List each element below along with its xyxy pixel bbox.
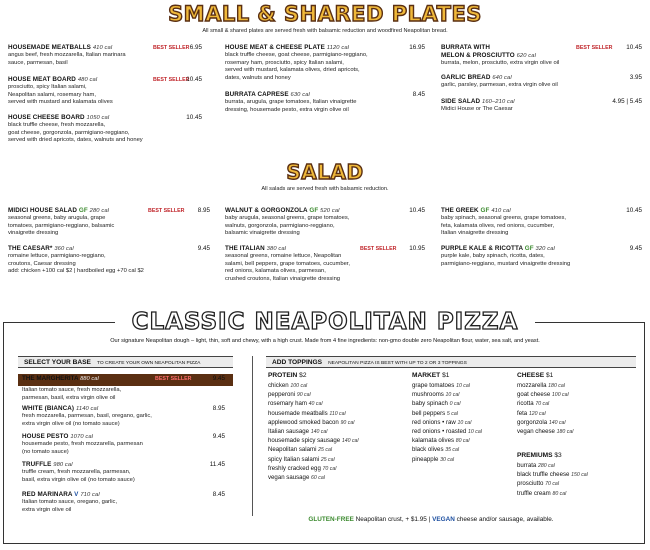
topping-calories: 100 cal bbox=[551, 392, 569, 399]
topping-item[interactable] bbox=[517, 410, 546, 418]
item-description: Italian tomato sauce, oregano, garlic, bbox=[22, 499, 118, 506]
topping-name: rosemary ham bbox=[268, 400, 307, 408]
topping-item[interactable] bbox=[268, 400, 323, 408]
item-name: HOUSEMADE MEATBALLS bbox=[8, 44, 91, 51]
item-name: GARLIC BREAD bbox=[441, 74, 491, 81]
topping-item[interactable] bbox=[517, 471, 588, 479]
item-calories: 360 cal bbox=[54, 246, 74, 252]
item-description: purple kale, baby spinach, ricotta, dates, bbox=[441, 253, 545, 260]
add-toppings-header bbox=[266, 356, 636, 368]
topping-item[interactable] bbox=[517, 462, 555, 470]
item-description: basil, extra virgin olive oil (no tomato sauce) bbox=[22, 476, 135, 483]
item-calories: 640 cal bbox=[492, 75, 512, 81]
topping-calories: 5 cal bbox=[446, 410, 458, 417]
protein-group-title bbox=[268, 372, 307, 380]
topping-name: kalamata olives bbox=[412, 437, 454, 445]
topping-calories: 40 cal bbox=[308, 401, 323, 408]
topping-calories: 70 cal bbox=[545, 481, 559, 488]
item-price: 16.95 bbox=[409, 44, 425, 51]
item-price: 10.45 bbox=[626, 44, 642, 51]
topping-calories: 30 cal bbox=[440, 456, 454, 463]
item-price: 9.45 bbox=[212, 433, 225, 440]
item-description: parmigiano-reggiano, mustard vinaigrette dressing bbox=[441, 260, 571, 267]
item-description: Italian tomato sauce, fresh mozzarella, bbox=[22, 387, 122, 393]
item-price: 10.45 bbox=[186, 76, 202, 83]
salad-title: SALAD bbox=[286, 160, 364, 184]
topping-name: applewood smoked bacon bbox=[268, 418, 339, 426]
gluten-free-tag: GF bbox=[480, 207, 490, 214]
topping-calories: 180 cal bbox=[548, 383, 565, 389]
item-name-line2: MELON & PROSCIUTTO bbox=[441, 52, 515, 60]
topping-name: bell peppers bbox=[412, 409, 446, 417]
item-description: baby arugula, seasonal greens, grape tomatoes, bbox=[225, 215, 350, 222]
item-name: THE MARGHERITA bbox=[22, 375, 79, 382]
item-price: 6.95 bbox=[189, 44, 202, 51]
topping-item[interactable] bbox=[412, 437, 470, 445]
best-seller-badge: BEST SELLER bbox=[360, 246, 397, 252]
topping-name: Neapolitan salami bbox=[268, 446, 317, 454]
topping-item[interactable] bbox=[268, 428, 327, 436]
topping-name: chicken bbox=[268, 382, 289, 389]
topping-name: red onions • raw bbox=[412, 418, 456, 426]
item-description: baby spinach, seasonal greens, grape tomatoes, bbox=[441, 215, 567, 222]
topping-item[interactable] bbox=[412, 391, 459, 399]
cheese-title: CHEESE bbox=[517, 372, 545, 379]
topping-calories: 140 cal bbox=[341, 438, 359, 445]
item-calories: 1050 cal bbox=[86, 115, 110, 121]
market-title: MARKET bbox=[412, 372, 441, 379]
topping-item[interactable] bbox=[268, 410, 346, 418]
item-description: dates, walnuts and honey bbox=[225, 74, 291, 81]
topping-item[interactable] bbox=[517, 391, 569, 399]
topping-item[interactable] bbox=[268, 419, 354, 427]
item-name: HOUSE MEAT BOARD bbox=[8, 76, 76, 83]
topping-calories: 70 cal bbox=[322, 465, 337, 472]
gluten-free-tag: GF bbox=[309, 207, 319, 214]
topping-calories: 110 cal bbox=[329, 410, 346, 417]
topping-calories: 140 cal bbox=[310, 429, 328, 435]
item-price: 8.45 bbox=[412, 91, 425, 98]
topping-name: freshly cracked egg bbox=[268, 464, 321, 472]
vegan-label: VEGAN bbox=[432, 516, 455, 523]
item-description: Neapolitan salami, rosemary ham, bbox=[8, 91, 96, 98]
item-description: rosemary ham, prosciutto, spicy Italian salami, bbox=[225, 59, 344, 66]
topping-item[interactable] bbox=[268, 382, 307, 390]
pizza-divider bbox=[252, 356, 253, 516]
topping-calories: 100 cal bbox=[290, 383, 308, 389]
item-description: feta, kalamata olives, red onions, cucumber, bbox=[441, 222, 555, 229]
item-calories: 410 cal bbox=[491, 208, 511, 214]
select-base-label: SELECT YOUR BASE bbox=[24, 359, 91, 366]
premiums-group-title bbox=[517, 452, 562, 460]
topping-calories: 150 cal bbox=[571, 472, 588, 479]
item-description: add: chicken +100 cal $2 | hardboiled egg +70 cal $2 bbox=[8, 268, 144, 275]
item-name: BURRATA WITH bbox=[441, 44, 490, 51]
topping-calories: 10 cal bbox=[445, 392, 460, 399]
market-group-title bbox=[412, 372, 449, 380]
item-calories: 880 cal bbox=[80, 376, 99, 382]
topping-name: spicy Italian salami bbox=[268, 455, 320, 463]
item-price: 8.45 bbox=[212, 491, 225, 498]
topping-name: goat cheese bbox=[517, 391, 551, 399]
select-base-note: TO CREATE YOUR OWN NEAPOLITAN PIZZA bbox=[96, 361, 201, 366]
item-description: croutons, Caesar dressing bbox=[8, 260, 76, 267]
topping-name: ricotta bbox=[517, 400, 534, 408]
topping-item[interactable] bbox=[517, 419, 566, 427]
topping-name: Italian sausage bbox=[268, 428, 309, 435]
item-price: 11.45 bbox=[209, 461, 225, 468]
item-description: extra virgin olive oil bbox=[22, 506, 72, 513]
item-calories: 410 cal bbox=[92, 45, 113, 51]
item-name: THE CAESAR* bbox=[8, 245, 53, 252]
topping-calories: 140 cal bbox=[548, 419, 566, 426]
topping-name: black olives bbox=[412, 446, 444, 454]
item-description: served with mustard and kalamata olives bbox=[8, 99, 113, 106]
cheese-group-title bbox=[517, 372, 553, 380]
select-base-header bbox=[18, 356, 233, 368]
topping-calories: 90 cal bbox=[296, 392, 311, 399]
item-calories: 980 cal bbox=[53, 462, 73, 468]
topping-calories: 10 cal bbox=[456, 383, 470, 389]
topping-calories: 70 cal bbox=[535, 401, 550, 408]
protein-title: PROTEIN bbox=[268, 372, 298, 379]
topping-calories: 280 cal bbox=[538, 463, 555, 469]
item-description: romaine lettuce, parmigiano-reggiano, bbox=[8, 253, 106, 260]
item-name: HOUSE CHEESE BOARD bbox=[8, 114, 85, 121]
item-calories: 160–210 cal bbox=[482, 99, 515, 105]
premiums-title: PREMIUMS bbox=[517, 452, 553, 459]
topping-item[interactable] bbox=[517, 428, 573, 436]
item-description: red onions, kalamata olives, parmesan, bbox=[225, 268, 326, 275]
item-description: housemade pesto, fresh mozzarella, parmesan bbox=[22, 441, 143, 448]
topping-calories: 25 cal bbox=[318, 447, 332, 454]
item-description: walnuts, gorgonzola, parmigiano-reggiano, bbox=[225, 222, 335, 229]
item-calories: 480 cal bbox=[77, 77, 98, 83]
item-name: RED MARINARA bbox=[22, 491, 73, 498]
item-description: (no tomato sauce) bbox=[22, 448, 69, 455]
topping-name: baby spinach bbox=[412, 400, 448, 408]
topping-item[interactable] bbox=[268, 391, 311, 399]
topping-item[interactable] bbox=[517, 382, 565, 390]
item-price: 9.45 bbox=[629, 245, 642, 252]
small-plates-subtitle: All small & shared plates are served fresh with balsamic reduction and woodfired Neapolitan bread. bbox=[202, 28, 448, 34]
topping-name: pepperoni bbox=[268, 391, 296, 399]
item-price: 4.95 | 5.45 bbox=[612, 98, 642, 105]
topping-calories: 25 cal bbox=[320, 456, 335, 463]
topping-item[interactable] bbox=[412, 456, 454, 464]
topping-item[interactable] bbox=[412, 400, 461, 408]
premiums-price: $3 bbox=[554, 452, 562, 459]
pizza-title: CLASSIC NEAPOLITAN PIZZA bbox=[115, 308, 535, 337]
best-seller-badge: BEST SELLER bbox=[148, 208, 185, 214]
topping-calories: 80 cal bbox=[552, 490, 567, 497]
topping-item[interactable] bbox=[517, 490, 566, 498]
topping-name: feta bbox=[517, 409, 528, 417]
item-description: angus beef, fresh mozzarella, Italian marinara bbox=[8, 52, 126, 59]
item-price: 9.45 bbox=[212, 375, 225, 382]
topping-name: housemade meatballs bbox=[268, 409, 328, 417]
vegan-tag: V bbox=[74, 491, 79, 498]
item-description: burrata, melon, prosciutto, extra virgin olive oil bbox=[441, 60, 560, 67]
market-price: $1 bbox=[442, 372, 450, 379]
item-calories: 1140 cal bbox=[75, 406, 99, 412]
item-price: 3.95 bbox=[629, 74, 642, 81]
topping-name: prosciutto bbox=[517, 480, 544, 488]
item-name: HOUSE MEAT & CHEESE PLATE bbox=[225, 44, 325, 51]
topping-item[interactable] bbox=[517, 400, 549, 408]
item-description: Italian vinaigrette dressing bbox=[441, 230, 509, 237]
item-description: goat cheese, gorgonzola, parmigiano-reggiano, bbox=[8, 129, 130, 136]
topping-item[interactable] bbox=[412, 446, 459, 454]
small-plates-title: SMALL & SHARED PLATES bbox=[168, 2, 482, 26]
item-description: dressing, housemade pesto, extra virgin olive oil bbox=[225, 106, 349, 113]
item-calories: 620 cal bbox=[516, 53, 537, 60]
item-description: sauce, parmesan, basil bbox=[8, 59, 68, 66]
item-name: PURPLE KALE & RICOTTA bbox=[441, 245, 523, 252]
topping-item[interactable] bbox=[268, 465, 336, 473]
topping-name: pineapple bbox=[412, 455, 439, 463]
topping-item[interactable] bbox=[412, 419, 471, 427]
topping-item[interactable] bbox=[412, 410, 458, 418]
item-name: WALNUT & GORGONZOLA bbox=[225, 207, 308, 214]
topping-item[interactable] bbox=[268, 446, 332, 454]
topping-calories: 10 cal bbox=[468, 429, 482, 435]
gluten-free-label: GLUTEN-FREE bbox=[308, 516, 354, 523]
topping-name: red onions • roasted bbox=[412, 428, 467, 435]
item-calories: 630 cal bbox=[290, 92, 310, 98]
item-price: 8.95 bbox=[212, 405, 225, 412]
item-price: 8.95 bbox=[197, 207, 210, 214]
topping-item[interactable] bbox=[268, 474, 325, 482]
topping-calories: 0 cal bbox=[449, 401, 461, 408]
item-calories: 380 cal bbox=[266, 246, 287, 252]
gluten-free-tag: GF bbox=[524, 245, 534, 252]
topping-name: vegan sausage bbox=[268, 474, 310, 481]
item-description: parmesan, basil, extra virgin olive oil bbox=[22, 394, 116, 401]
best-seller-badge: BEST SELLER bbox=[153, 77, 190, 83]
item-price: 10.45 bbox=[626, 207, 642, 214]
item-name: TRUFFLE bbox=[22, 461, 52, 468]
item-description: black truffle cheese, fresh mozzarella, bbox=[8, 122, 106, 129]
item-calories: 1120 cal bbox=[326, 45, 350, 51]
best-seller-badge: BEST SELLER bbox=[576, 45, 613, 51]
item-description: salami, bell peppers, grape tomatoes, cucumber, bbox=[225, 260, 351, 267]
gluten-free-tag: GF bbox=[78, 207, 88, 214]
item-name: WHITE (BIANCA) bbox=[22, 405, 75, 412]
margherita-name-line bbox=[22, 375, 99, 383]
item-price: 9.45 bbox=[197, 245, 210, 252]
item-name: THE ITALIAN bbox=[225, 245, 265, 252]
topping-calories: 120 cal bbox=[528, 410, 546, 417]
cheese-price: $1 bbox=[545, 372, 554, 379]
item-calories: 710 cal bbox=[80, 492, 100, 498]
topping-calories: 180 cal bbox=[556, 429, 574, 435]
item-description: served with dried apricots, dates, walnuts and honey bbox=[8, 137, 143, 144]
item-price: 10.95 bbox=[409, 245, 425, 252]
item-name: THE GREEK bbox=[441, 207, 479, 214]
footer-crust-text: Neapolitan crust, + $1.95 | bbox=[353, 516, 433, 523]
topping-calories: 90 cal bbox=[340, 419, 355, 426]
item-description: extra virgin olive oil (no tomato sauce) bbox=[22, 420, 120, 427]
topping-name: mozzarella bbox=[517, 382, 547, 389]
item-name: SIDE SALAD bbox=[441, 98, 481, 105]
topping-item[interactable] bbox=[268, 456, 335, 464]
item-description: seasonal greens, baby arugula, grape bbox=[8, 215, 106, 222]
item-calories: 280 cal bbox=[89, 208, 110, 214]
pizza-intro: Our signature Neapolitan dough – light, thin, soft and chewy, with a high crust. Made from 4 fine ingredients: non-gmo double zero Neapolitan flour, water, sea salt, and yeast. bbox=[110, 338, 540, 344]
topping-calories: 35 cal bbox=[445, 447, 460, 454]
item-description: seasonal greens, romaine lettuce, Neapolitan bbox=[225, 253, 342, 260]
item-price: 10.45 bbox=[186, 114, 202, 121]
topping-calories: 60 cal bbox=[311, 475, 325, 481]
topping-item[interactable] bbox=[412, 382, 470, 390]
best-seller-badge: BEST SELLER bbox=[153, 45, 190, 51]
topping-name: gorgonzola bbox=[517, 418, 548, 426]
pizza-footer-note bbox=[266, 516, 596, 524]
item-name: BURRATA CAPRESE bbox=[225, 91, 289, 98]
protein-price: $2 bbox=[299, 372, 307, 379]
topping-name: black truffle cheese bbox=[517, 471, 570, 479]
item-description: garlic, parsley, parmesan, extra virgin olive oil bbox=[441, 82, 558, 89]
item-name: MIDICI HOUSE SALAD bbox=[8, 207, 77, 214]
topping-calories: 10 cal bbox=[457, 419, 472, 426]
topping-name: mushrooms bbox=[412, 391, 444, 399]
salad-subtitle: All salads are served fresh with balsamic reduction. bbox=[261, 186, 389, 192]
item-description: served with mustard, kalamata olives, dried apricots, bbox=[225, 67, 360, 74]
add-toppings-label: ADD TOPPINGS bbox=[272, 359, 323, 366]
topping-name: burrata bbox=[517, 462, 537, 469]
topping-item[interactable] bbox=[517, 480, 559, 488]
topping-name: grape tomatoes bbox=[412, 382, 455, 389]
topping-name: housemade spicy sausage bbox=[268, 437, 341, 445]
topping-item[interactable] bbox=[412, 428, 482, 436]
item-description: burrata, arugula, grape tomatoes, Italian vinaigrette bbox=[225, 99, 357, 106]
item-price: 10.45 bbox=[409, 207, 425, 214]
topping-name: truffle cream bbox=[517, 489, 551, 497]
item-description: prosciutto, spicy Italian salami, bbox=[8, 84, 87, 91]
item-description: tomatoes, parmigiano-reggiano, balsamic bbox=[8, 222, 115, 229]
item-description: Midici House or The Caesar bbox=[441, 106, 513, 113]
item-description: fresh mozzarella, parmesan, basil, oregano, garlic, bbox=[22, 413, 152, 420]
item-description: truffle cream, fresh mozzarella, parmesan, bbox=[22, 469, 131, 476]
item-description: balsamic vinaigrette dressing bbox=[225, 230, 300, 237]
topping-calories: 80 cal bbox=[455, 438, 470, 445]
footer-vegan-text: cheese and/or sausage, available. bbox=[454, 516, 554, 523]
item-description: black truffle cheese, goat cheese, parmigiano-reggiano, bbox=[225, 52, 368, 59]
item-calories: 1070 cal bbox=[70, 434, 94, 440]
item-calories: 520 cal bbox=[320, 208, 340, 214]
add-toppings-note: NEAPOLITAN PIZZA IS BEST WITH UP TO 2 OR 3 TOPPINGS bbox=[328, 361, 467, 366]
item-description: crushed croutons, Italian vinaigrette dressing bbox=[225, 275, 341, 282]
item-calories: 320 cal bbox=[535, 246, 555, 252]
item-name: HOUSE PESTO bbox=[22, 433, 69, 440]
item-description: vinaigrette dressing bbox=[8, 230, 59, 237]
topping-name: vegan cheese bbox=[517, 428, 555, 435]
topping-item[interactable] bbox=[268, 437, 359, 445]
best-seller-badge: BEST SELLER bbox=[155, 376, 192, 382]
